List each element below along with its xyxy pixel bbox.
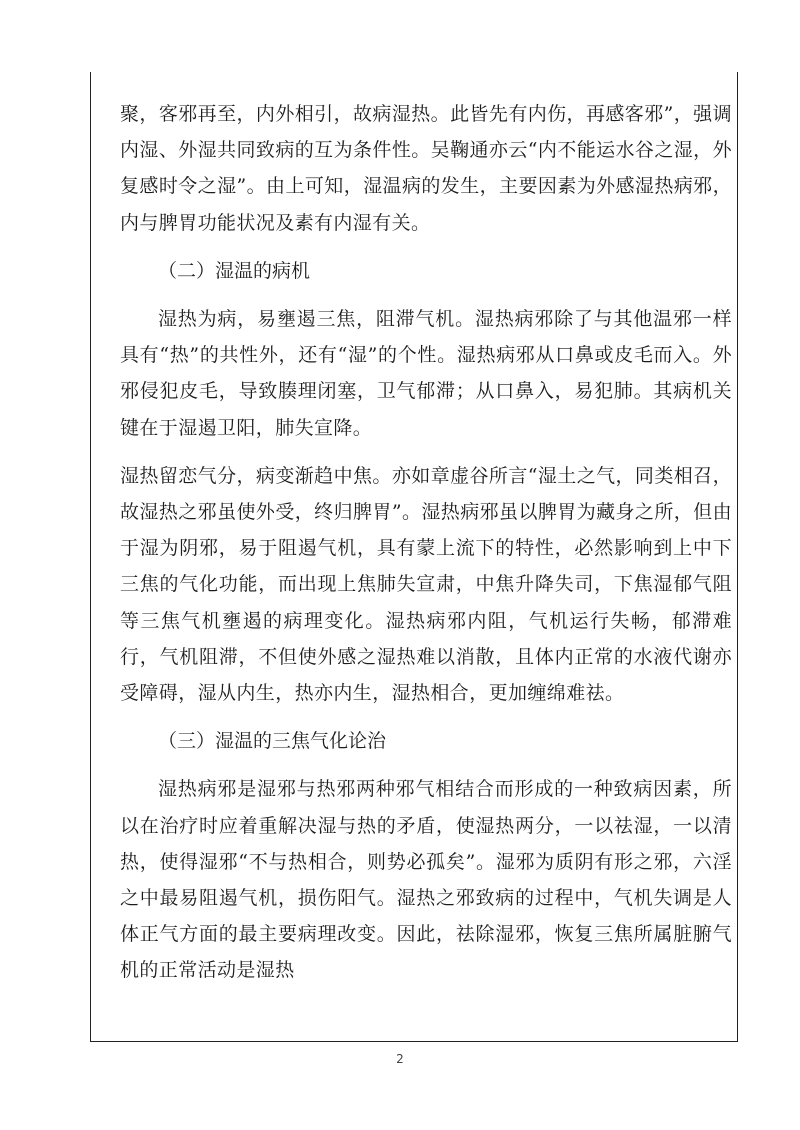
section-heading-pathogenesis: （二）湿温的病机 (158, 259, 311, 282)
paragraph-pathogenesis-middle: 湿热留恋气分，病变渐趋中焦。亦如章虚谷所言“湿土之气，同类相召，故湿热之邪虽使外受，终归脾胃”。湿热病邪虽以脾胃为藏身之所，但由于湿为阴邪，易于阻遏气机，具有蒙上流下的特性，必然影响到上中下三焦的气化功能，而出现上焦肺失宣肃，中焦升降失司，下焦湿郁气阻等三焦气机壅遏的病理变化。湿热病邪内阻，气机运行失畅，郁滞难行，气机阻滞，不但使外感之湿热难以消散，且体内正常的水液代谢亦受障碍，湿从内生，热亦内生，湿热相合，更加缠绵难祛。 (120, 464, 732, 705)
paragraph-cause-summary: 聚，客邪再至，内外相引，故病湿热。此皆先有内伤，再感客邪”，强调内湿、外湿共同致病的互为条件性。吴鞠通亦云“内不能运水谷之湿，外复感时令之湿”。由上可知，湿温病的发生，主要因素为外感湿热病邪，内与脾胃功能状况及素有内湿有关。 (120, 103, 732, 234)
document-body (120, 96, 732, 1001)
paragraph-pathogenesis-upper: 湿热为病，易壅遏三焦，阻滞气机。湿热病邪除了与其他温邪一样具有“热”的共性外，还有“湿”的个性。湿热病邪从口鼻或皮毛而入。外邪侵犯皮毛，导致腠理闭塞，卫气郁滞；从口鼻入，易犯肺。其病机关键在于湿遏卫阳，肺失宣降。 (120, 308, 732, 439)
paragraph-treatment: 湿热病邪是湿邪与热邪两种邪气相结合而形成的一种致病因素，所以在治疗时应着重解决湿与热的矛盾，使湿热两分，一以祛湿，一以清热，使得湿邪“不与热相合，则势必孤矣”。湿邪为质阴有形之邪，六淫之中最易阻遏气机，损伤阳气。湿热之邪致病的过程中，气机失调是人体正气方面的最主要病理改变。因此，祛除湿邪，恢复三焦所属脏腑气机的正常活动是湿热 (120, 778, 732, 982)
page-number: 2 (396, 1052, 404, 1066)
section-heading-treatment: （三）湿温的三焦气化论治 (158, 730, 387, 753)
